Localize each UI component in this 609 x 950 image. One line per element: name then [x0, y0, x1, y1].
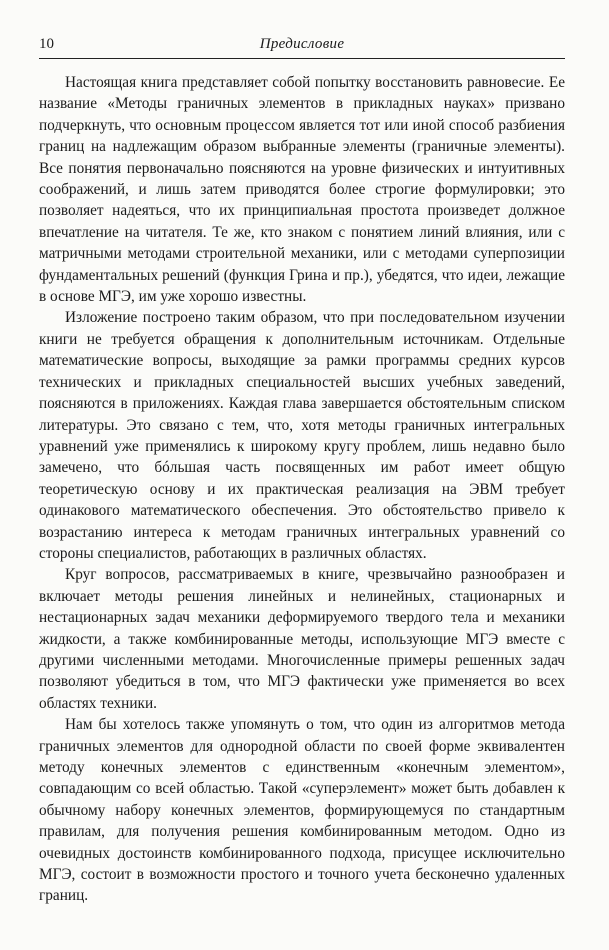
paragraph-3: Круг вопросов, рассматриваемых в книге, чрезвычайно разнообразен и включает методы решения линейных и нелинейных, стационарных и нестационарных задач механики деформируемого твердого тела и механики жидкости, а также комбинированные методы, использующие МГЭ вместе с другими численными методами. Многочисленные примеры решенных задач позволяют убедиться в том, что МГЭ фактически уже применяется во всех областях техники.: [39, 566, 565, 712]
paragraph-1: Настоящая книга представляет собой попытку восстановить равновесие. Ее название «Методы граничных элементов в прикладных науках» призвано подчеркнуть, что основным процессом является тот или иной способ разбиения границ на надлежащим образом выбранные элементы (граничные элементы). Все понятия первоначально поясняются на уровне физических и интуитивных соображений, и лишь затем приводятся более строгие формулировки; это позволяет надеяться, что их принципиальная простота произведет должное впечатление на читателя. Те же, кто знаком с понятием линий влияния, или с матричными методами строительной механики, или с методами суперпозиции фундаментальных решений (функция Грина и пр.), убедятся, что идеи, лежащие в основе МГЭ, им уже хорошо известны.: [39, 74, 565, 306]
paragraph-2: Изложение построено таким образом, что при последовательном изучении книги не требуется обращения к дополнительным источникам. Отдельные математические вопросы, выходящие за рамки программы средних курсов технических и прикладных специальностей высших учебных заведений, поясняются в приложениях. Каждая глава завершается обстоятельным списком литературы. Это связано с тем, что, хотя методы граничных интегральных уравнений уже применялись к широкому кругу проблем, лишь недавно было замечено, что бóльшая часть посвященных им работ имеет общую теоретическую основу и их практическая реализация на ЭВМ требует одинакового математического обеспечения. Это обстоятельство привело к возрастанию интереса к методам граничных интегральных уравнений со стороны специалистов, работающих в различных областях.: [39, 309, 565, 562]
paragraph-4: Нам бы хотелось также упомянуть о том, что один из алгоритмов метода граничных элементов для однородной области по своей форме эквивалентен методу конечных элементов с единственным «конечным элементом», совпадающим со всей областью. Такой «суперэлемент» может быть добавлен к обычному набору конечных элементов, формирующемуся по стандартным правилам, для получения решения комбинированным методом. Одно из очевидных достоинств комбинированного подхода, присущее исключительно МГЭ, состоит в возможности простого и точного учета бесконечно удаленных границ.: [39, 716, 565, 905]
body-text: [39, 72, 565, 907]
page-number: 10: [39, 36, 54, 52]
page-header: [39, 36, 565, 59]
running-title: Предисловие: [259, 36, 345, 52]
